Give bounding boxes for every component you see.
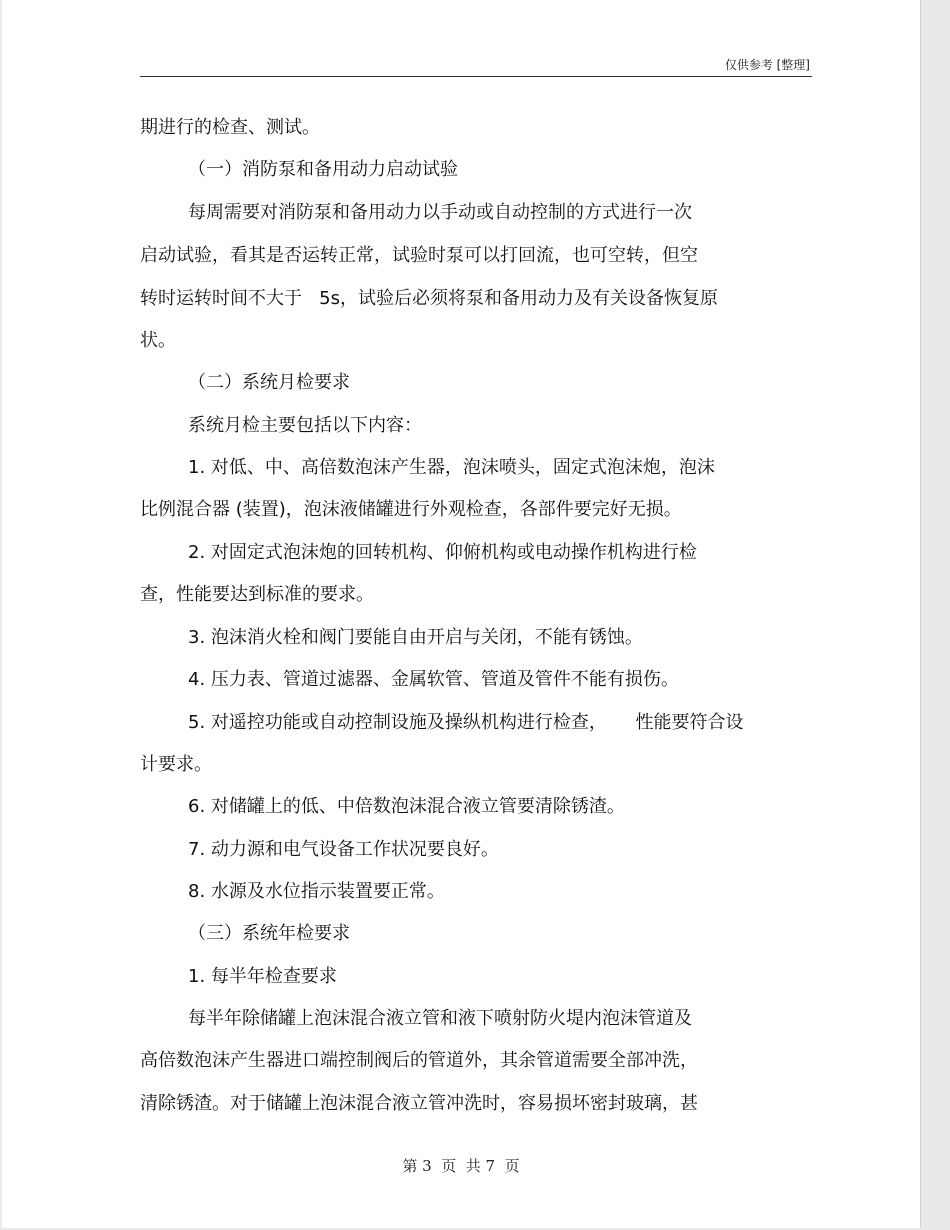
header-divider bbox=[140, 76, 812, 77]
body-line: 启动试验，看其是否运转正常，试验时泵可以打回流，也可空转，但空 bbox=[140, 245, 698, 266]
page-footer: 第 3 页 共 7 页 bbox=[402, 1157, 520, 1175]
body-line: 系统月检主要包括以下内容： bbox=[188, 415, 422, 436]
body-line: 比例混合器 (装置)，泡沫液储罐进行外观检查，各部件要完好无损。 bbox=[140, 499, 682, 520]
list-item: 2. 对固定式泡沫炮的回转机构、仰俯机构或电动操作机构进行检 bbox=[188, 542, 697, 563]
list-item: 5. 对遥控功能或自动控制设施及操纵机构进行检查， 性能要符合设 bbox=[188, 712, 744, 733]
list-item: 1. 对低、中、高倍数泡沫产生器，泡沫喷头，固定式泡沫炮，泡沫 bbox=[188, 457, 715, 478]
body-line: 期进行的检查、测试。 bbox=[140, 117, 320, 138]
section-heading: （一）消防泵和备用动力启动试验 bbox=[188, 159, 458, 180]
section-heading: （三）系统年检要求 bbox=[188, 923, 350, 944]
body-line: 清除锈渣。对于储罐上泡沫混合液立管冲洗时，容易损坏密封玻璃，甚 bbox=[140, 1093, 698, 1114]
list-item: 6. 对储罐上的低、中倍数泡沫混合液立管要清除锈渣。 bbox=[188, 796, 625, 817]
list-item: 1. 每半年检查要求 bbox=[188, 966, 337, 987]
body-line: 查，性能要达到标准的要求。 bbox=[140, 584, 374, 605]
body-line: 状。 bbox=[140, 330, 176, 351]
body-line: 计要求。 bbox=[140, 754, 212, 775]
list-item: 8. 水源及水位指示装置要正常。 bbox=[188, 881, 445, 902]
body-line: 高倍数泡沫产生器进口端控制阀后的管道外，其余管道需要全部冲洗， bbox=[140, 1050, 698, 1071]
page-header: 仅供参考 [整理] bbox=[724, 58, 810, 72]
document-page bbox=[2, 0, 921, 1228]
body-line: 转时运转时间不大于 5s，试验后必须将泵和备用动力及有关设备恢复原 bbox=[140, 288, 718, 309]
section-heading: （二）系统月检要求 bbox=[188, 372, 350, 393]
list-item: 3. 泡沫消火栓和阀门要能自由开启与关闭，不能有锈蚀。 bbox=[188, 627, 643, 648]
body-line: 每周需要对消防泵和备用动力以手动或自动控制的方式进行一次 bbox=[188, 202, 692, 223]
body-line: 每半年除储罐上泡沫混合液立管和液下喷射防火堤内泡沫管道及 bbox=[188, 1008, 692, 1029]
list-item: 4. 压力表、管道过滤器、金属软管、管道及管件不能有损伤。 bbox=[188, 669, 679, 690]
list-item: 7. 动力源和电气设备工作状况要良好。 bbox=[188, 839, 499, 860]
